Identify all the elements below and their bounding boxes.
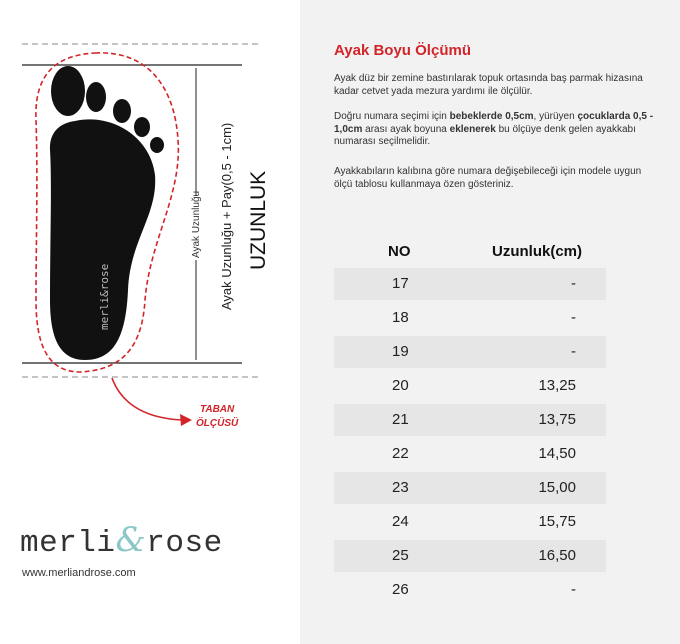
diagram-panel — [0, 0, 300, 644]
brand-name-part2: rose — [146, 526, 223, 561]
table-row — [334, 540, 606, 572]
para2-bold-adding: eklenerek — [449, 123, 496, 135]
instruction-paragraph-3: Ayakkabıların kalıbına göre numara değişebileceği için modele uygun ölçü tablosu kullanmaya özen gösteriniz. — [334, 166, 642, 190]
size-length: - — [571, 275, 576, 292]
size-length: 15,75 — [538, 513, 576, 530]
fourth-toe — [134, 117, 150, 137]
second-toe — [86, 82, 106, 112]
sole-brand-mark: merli&rose — [98, 263, 111, 330]
size-no: 20 — [392, 377, 409, 394]
size-length: 13,75 — [538, 411, 576, 428]
size-length: 13,25 — [538, 377, 576, 394]
size-no: 21 — [392, 411, 409, 428]
size-no: 24 — [392, 513, 409, 530]
sole-arrow-head — [180, 414, 192, 426]
table-header-length: Uzunluk(cm) — [492, 243, 582, 260]
table-row — [334, 336, 606, 368]
size-no: 18 — [392, 309, 409, 326]
instruction-paragraph-2 — [334, 111, 654, 149]
para2-text-c: , yürüyen — [533, 111, 578, 122]
para2-bold-children: çocuklarda 0,5 - 1,0cm — [334, 111, 654, 135]
size-length: 16,50 — [538, 547, 576, 564]
size-no: 22 — [392, 445, 409, 462]
brand-logo — [20, 520, 223, 561]
table-row — [334, 370, 606, 402]
size-no: 17 — [392, 275, 409, 292]
table-row — [334, 472, 606, 504]
foot-length-label: Ayak Uzunluğu — [191, 190, 202, 258]
website-link[interactable]: www.merliandrose.com — [22, 567, 136, 579]
size-length: - — [571, 343, 576, 360]
length-label: UZUNLUK — [247, 170, 270, 270]
fifth-toe — [150, 137, 164, 153]
size-no: 23 — [392, 479, 409, 496]
big-toe — [51, 66, 85, 116]
table-row — [334, 404, 606, 436]
sole-label-line1: TABAN — [200, 404, 235, 415]
table-row — [334, 302, 606, 334]
para2-text-g: bu ölçüye denk gelen ayakkabı numarası seçilmelidir. — [334, 123, 636, 147]
sole-label-line2: ÖLÇÜSÜ — [196, 418, 239, 429]
para2-bold-infants: bebeklerde 0,5cm — [449, 111, 534, 122]
table-header-no: NO — [388, 243, 411, 260]
para2-text-a: Doğru numara seçimi için — [334, 111, 450, 122]
size-no: 19 — [392, 343, 409, 360]
size-no: 26 — [392, 581, 409, 598]
table-row — [334, 506, 606, 538]
brand-name-part1: merli — [20, 526, 116, 561]
third-toe — [113, 99, 131, 123]
foot-length-plus-label: Ayak Uzunluğu + Pay(0,5 - 1cm) — [219, 122, 234, 310]
size-length: - — [571, 309, 576, 326]
sole-arrow — [112, 378, 182, 420]
page-title: Ayak Boyu Ölçümü — [334, 42, 471, 59]
table-row — [334, 574, 606, 606]
foot-measurement-diagram — [0, 0, 300, 510]
size-length: - — [571, 581, 576, 598]
table-row — [334, 268, 606, 300]
brand-ampersand: & — [115, 520, 147, 560]
size-length: 14,50 — [538, 445, 576, 462]
size-length: 15,00 — [538, 479, 576, 496]
para2-text-e: arası ayak boyuna — [362, 123, 450, 135]
size-no: 25 — [392, 547, 409, 564]
instruction-paragraph-1: Ayak düz bir zemine bastırılarak topuk ortasında baş parmak hizasına kadar cetvet yada mezura yardımı ile ölçülür. — [334, 73, 643, 97]
table-row — [334, 438, 606, 470]
